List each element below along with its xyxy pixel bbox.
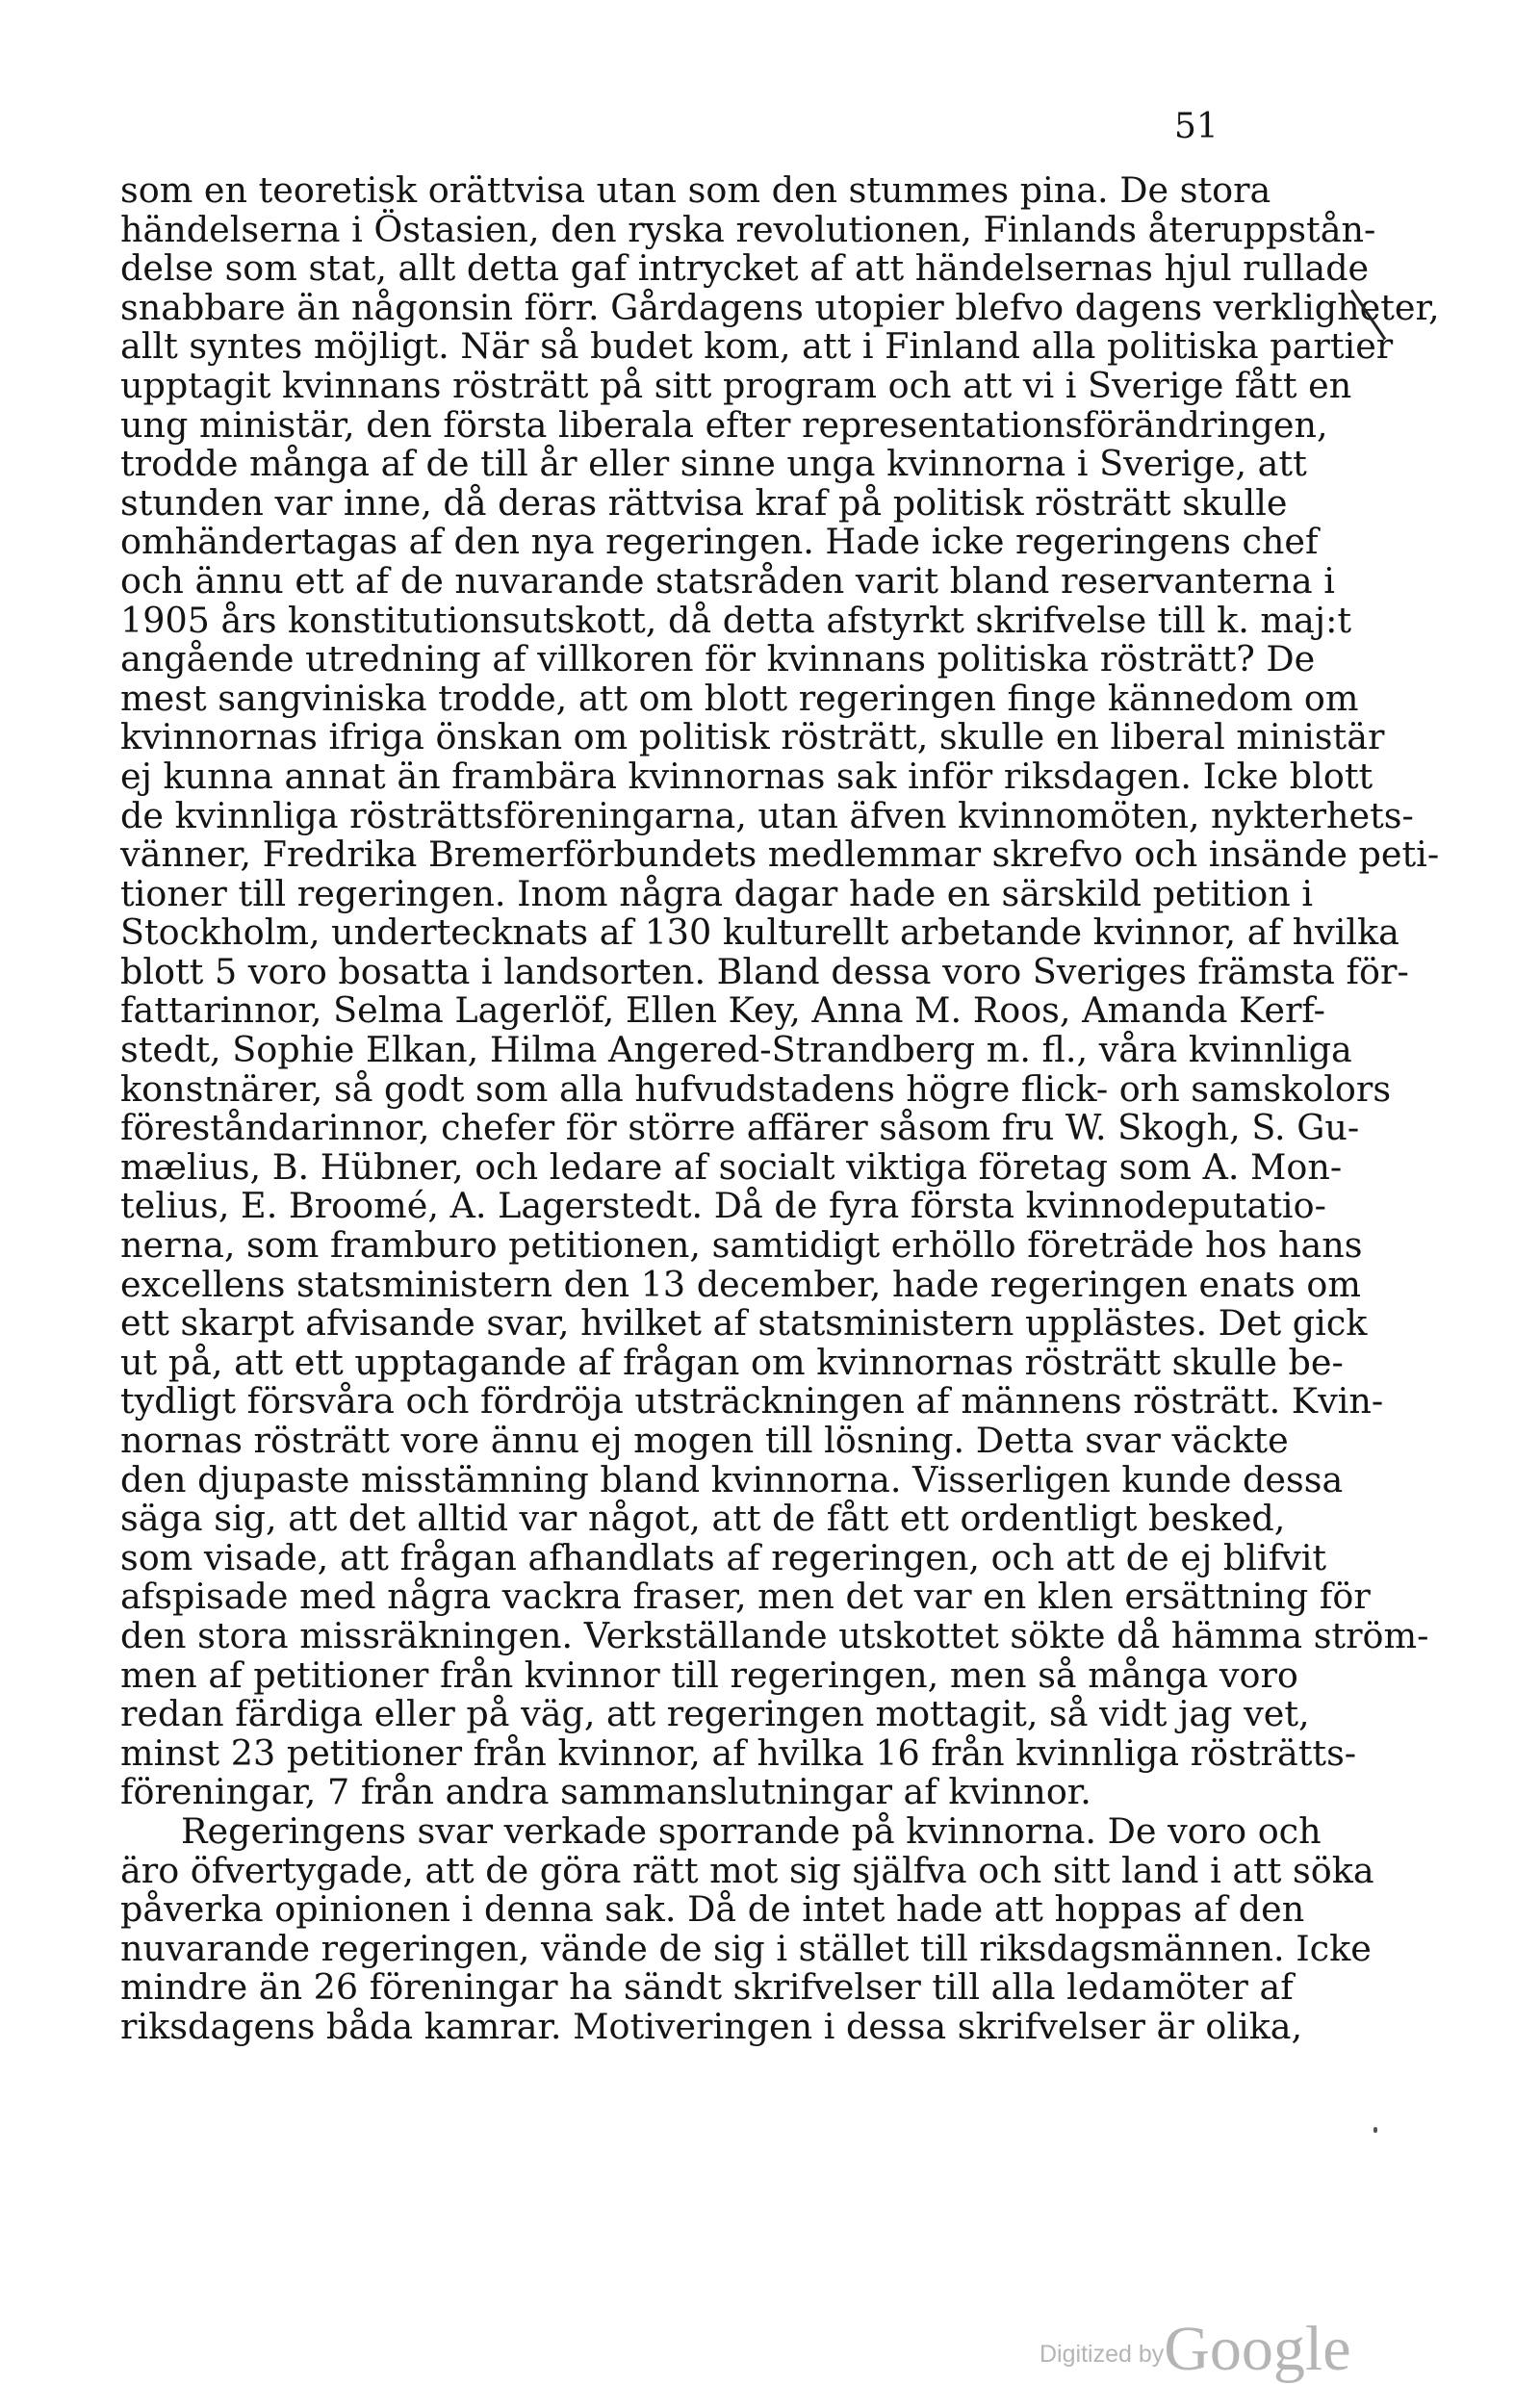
text-line: delse som stat, allt detta gaf intrycket af att händelsernas hjul rullade <box>120 247 1370 290</box>
text-line: föreståndarinnor, chefer för större affärer såsom fru W. Skogh, S. Gu- <box>120 1107 1360 1149</box>
text-line: ett skarpt afvisande svar, hvilket af statsministern upplästes. Det gick <box>120 1302 1368 1345</box>
text-line: föreningar, 7 från andra sammanslutningar af kvinnor. <box>120 1771 1091 1813</box>
body-text <box>120 169 1440 2047</box>
text-line: ung ministär, den första liberala efter representationsförändringen, <box>120 403 1328 446</box>
text-line: nuvarande regeringen, vände de sig i stället till riksdagsmännen. Icke <box>120 1927 1372 1969</box>
text-line: blott 5 voro bosatta i landsorten. Bland dessa voro Sveriges främsta för- <box>120 950 1409 992</box>
ink-speck <box>1373 2127 1377 2133</box>
page-number: 51 <box>1174 107 1219 146</box>
text-line: kvinnornas ifriga önskan om politisk rösträtt, skulle en liberal ministär <box>120 716 1385 758</box>
text-line: redan färdiga eller på väg, att regeringen mottagit, så vidt jag vet, <box>120 1693 1310 1735</box>
text-line: excellens statsministern den 13 december, hade regeringen enats om <box>120 1263 1361 1305</box>
text-line: den djupaste misstämning bland kvinnorna. Visserligen kunde dessa <box>120 1458 1344 1500</box>
text-line: afspisade med några vackra fraser, men det var en klen ersättning för <box>120 1576 1371 1618</box>
digitization-watermark <box>1040 2305 1351 2384</box>
text-line: omhändertagas af den nya regeringen. Hade icke regeringens chef <box>120 521 1319 563</box>
text-line: den stora missräkningen. Verkställande utskottet sökte då hämma ström- <box>120 1614 1429 1656</box>
text-line: Stockholm, undertecknats af 130 kulturellt arbetande kvinnor, af hvilka <box>120 911 1399 954</box>
text-line: 1905 års konstitutionsutskott, då detta afstyrkt skrifvelse till k. maj:t <box>120 599 1352 641</box>
text-line: mælius, B. Hübner, och ledare af socialt viktiga företag som A. Mon- <box>120 1145 1343 1188</box>
watermark-prefix: Digitized by <box>1040 2341 1165 2368</box>
text-line: ej kunna annat än frambära kvinnornas sak inför riksdagen. Icke blott <box>120 755 1373 797</box>
text-line: snabbare än någonsin förr. Gårdagens utopier blefvo dagens verkligheter, <box>120 286 1440 328</box>
text-line: angående utredning af villkoren för kvinnans politiska rösträtt? De <box>120 638 1316 680</box>
text-line: allt syntes möjligt. När så budet kom, att i Finland alla politiska partier <box>120 325 1394 368</box>
text-line: Regeringens svar verkade sporrande på kvinnorna. De voro och <box>181 1809 1322 1852</box>
text-line: minst 23 petitioner från kvinnor, af hvilka 16 från kvinnliga rösträtts- <box>120 1731 1357 1774</box>
text-line: riksdagens båda kamrar. Motiveringen i dessa skrifvelser är olika, <box>120 2005 1303 2047</box>
text-line: som en teoretisk orättvisa utan som den stummes pina. De stora <box>120 169 1271 211</box>
text-line: telius, E. Broomé, A. Lagerstedt. Då de fyra första kvinnodeputatio- <box>120 1185 1326 1227</box>
text-line: men af petitioner från kvinnor till regeringen, men så många voro <box>120 1653 1298 1696</box>
text-line: konstnärer, så godt som alla hufvudstadens högre flick- orh samskolors <box>120 1067 1392 1110</box>
text-line: händelserna i Östasien, den ryska revolutionen, Finlands återuppstån- <box>120 208 1376 250</box>
text-line: ut på, att ett upptagande af frågan om kvinnornas rösträtt skulle be- <box>120 1341 1344 1383</box>
text-line: säga sig, att det alltid var något, att de fått ett ordentligt besked, <box>120 1498 1286 1540</box>
text-line: vänner, Fredrika Bremerförbundets medlemmar skrefvo och insände peti- <box>120 833 1440 876</box>
text-line: fattarinnor, Selma Lagerlöf, Ellen Key, Anna M. Roos, Amanda Kerf- <box>120 989 1325 1032</box>
text-line: de kvinnliga rösträttsföreningarna, utan äfven kvinnomöten, nykterhets- <box>120 794 1414 836</box>
text-line: upptagit kvinnans rösträtt på sitt program och att vi i Sverige fått en <box>120 364 1352 406</box>
text-line: påverka opinionen i denna sak. Då de intet hade att hoppas af den <box>120 1888 1305 1931</box>
text-line: nornas rösträtt vore ännu ej mogen till lösning. Detta svar väckte <box>120 1420 1289 1461</box>
text-line: mest sangviniska trodde, att om blott regeringen finge kännedom om <box>120 677 1359 719</box>
text-line: äro öfvertygade, att de göra rätt mot sig själfva och sitt land i att söka <box>120 1849 1374 1891</box>
text-line: trodde många af de till år eller sinne unga kvinnorna i Sverige, att <box>120 443 1307 485</box>
text-line: stedt, Sophie Elkan, Hilma Angered-Strandberg m. fl., våra kvinnliga <box>120 1029 1352 1071</box>
text-line: stunden var inne, då deras rättvisa kraf på politisk rösträtt skulle <box>120 481 1288 524</box>
text-line: mindre än 26 föreningar ha sändt skrifvelser till alla ledamöter af <box>120 1966 1294 2009</box>
text-line: och ännu ett af de nuvarande statsråden varit bland reservanterna i <box>120 559 1335 602</box>
watermark-brand: Google <box>1164 2314 1351 2384</box>
text-line: som visade, att frågan afhandlats af regeringen, och att de ej blifvit <box>120 1536 1327 1578</box>
text-line: tioner till regeringen. Inom några dagar hade en särskild petition i <box>120 872 1314 914</box>
text-line: tydligt försvåra och fördröja utsträckningen af männens rösträtt. Kvin- <box>120 1380 1384 1423</box>
text-line: nerna, som framburo petitionen, samtidigt erhöllo företräde hos hans <box>120 1224 1363 1267</box>
